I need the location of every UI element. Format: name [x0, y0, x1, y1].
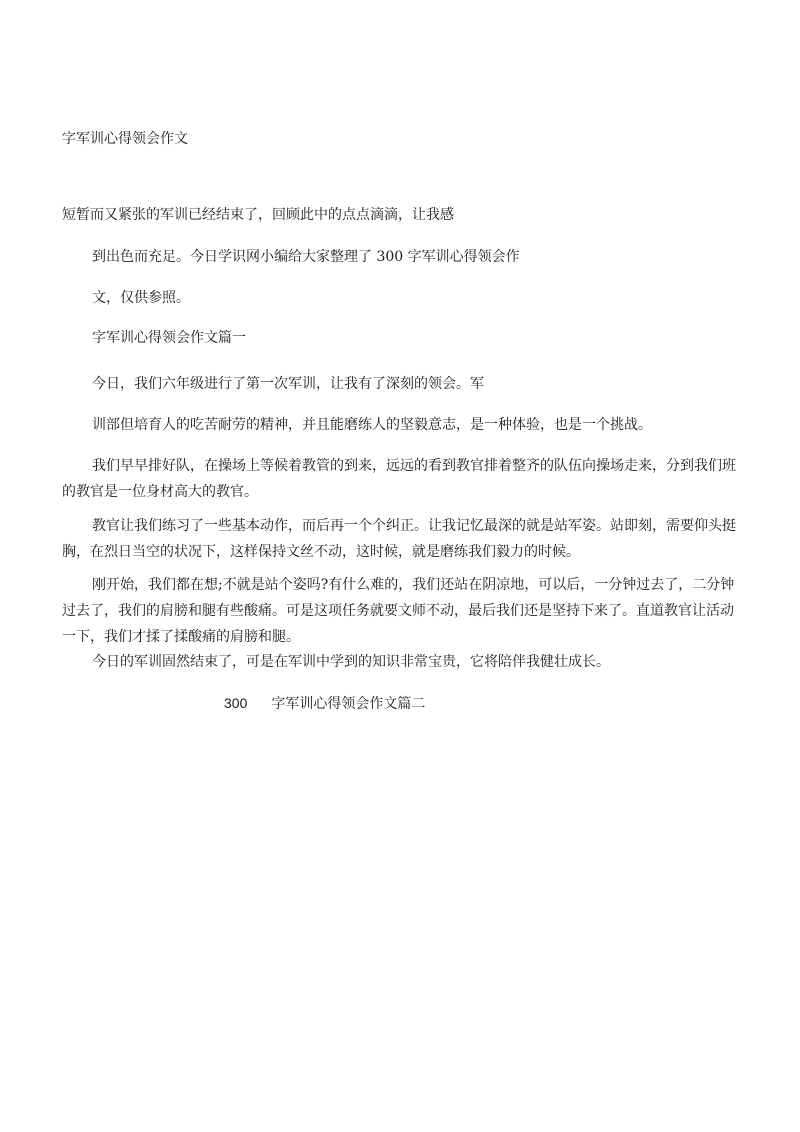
section-heading-2 — [224, 694, 425, 713]
paragraph-5: 今日的军训固然结束了，可是在军训中学到的知识非常宝贵，它将陪伴我健壮成长。 — [92, 654, 610, 670]
section-heading-2-text: 字军训心得领会作文篇二 — [271, 696, 426, 712]
paragraph-1-line-1: 今日，我们六年级进行了第一次军训，让我有了深刻的领会。军 — [92, 376, 484, 392]
intro-line-3: 文，仅供参照。 — [92, 290, 190, 306]
section-heading-2-number: 300 — [224, 695, 248, 711]
section-heading-1: 字军训心得领会作文篇一 — [92, 330, 246, 346]
intro-line-1: 短暂而又紧张的军训已经结束了，回顾此中的点点滴滴，让我感 — [62, 207, 454, 223]
paragraph-1-line-2: 训部但培育人的吃苦耐劳的精神，并且能磨练人的坚毅意志，是一种体验，也是一个挑战。 — [92, 417, 652, 433]
paragraph-4: 刚开始，我们都在想;不就是站个姿吗?有什么难的，我们还站在阴凉地，可以后，一分钟过去了，二分钟过去了，我们的肩膀和腿有些酸痛。可是这项任务就要文师不动，最后我们还是坚持下来了。直道教官让活动一下，我们才揉了揉酸痛的肩膀和腿。 — [62, 577, 735, 645]
document-title: 字军训心得领会作文 — [62, 131, 188, 147]
paragraph-3: 教官让我们练习了一些基本动作，而后再一个个纠正。让我记忆最深的就是站军姿。站即刻，需要仰头挺胸，在烈日当空的状况下，这样保持文丝不动，这时候，就是磨练我们毅力的时候。 — [62, 518, 736, 560]
intro-line-2: 到出色而充足。今日学识网小编给大家整理了 300 字军训心得领会作 — [92, 249, 520, 265]
paragraph-2: 我们早早排好队，在操场上等候着教管的到来，远远的看到教官排着整齐的队伍向操场走来，分到我们班的教官是一位身材高大的教官。 — [62, 458, 736, 500]
